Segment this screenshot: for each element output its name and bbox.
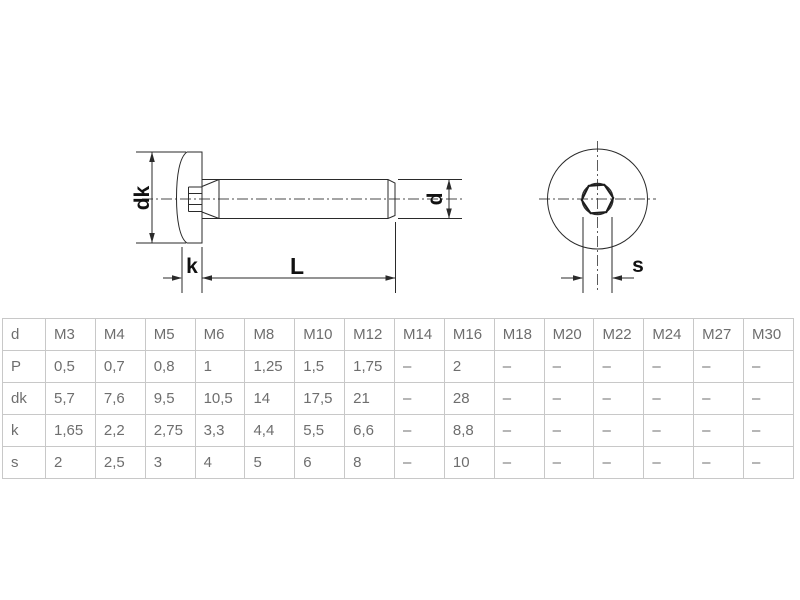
column-header: M5 — [145, 319, 195, 351]
table-cell: 0,7 — [95, 351, 145, 383]
table-cell: – — [594, 447, 644, 479]
table-cell: – — [644, 383, 694, 415]
side-view — [131, 152, 462, 293]
table-cell: 5,7 — [46, 383, 96, 415]
table-cell: 10 — [444, 447, 494, 479]
dimensions-table — [2, 318, 794, 479]
table-cell: – — [544, 415, 594, 447]
table-cell: – — [644, 415, 694, 447]
table-cell: 5,5 — [295, 415, 345, 447]
front-view — [539, 141, 656, 293]
column-header: M22 — [594, 319, 644, 351]
column-header: M12 — [345, 319, 395, 351]
dk-dimension-label: dk — [131, 185, 154, 211]
table-cell: 14 — [245, 383, 295, 415]
table-cell: 7,6 — [95, 383, 145, 415]
table-body — [3, 351, 794, 479]
table-cell: 0,8 — [145, 351, 195, 383]
table-cell: – — [694, 351, 744, 383]
table-cell: 28 — [444, 383, 494, 415]
header-row — [3, 319, 794, 351]
dimensions-table-container — [2, 318, 794, 479]
column-header: M4 — [95, 319, 145, 351]
column-header: M24 — [644, 319, 694, 351]
row-label: dk — [3, 383, 46, 415]
column-header: M10 — [295, 319, 345, 351]
table-cell: – — [395, 383, 445, 415]
table-cell: – — [594, 383, 644, 415]
k-dimension-label: k — [186, 255, 198, 278]
d-dimension-label: d — [424, 192, 447, 206]
table-cell: – — [594, 351, 644, 383]
row-label: s — [3, 447, 46, 479]
table-cell: – — [744, 383, 794, 415]
column-header: M8 — [245, 319, 295, 351]
table-row — [3, 447, 794, 479]
table-cell: 2 — [444, 351, 494, 383]
table-cell: 0,5 — [46, 351, 96, 383]
table-cell: 2 — [46, 447, 96, 479]
table-cell: – — [544, 351, 594, 383]
column-header: M20 — [544, 319, 594, 351]
table-cell: 6,6 — [345, 415, 395, 447]
table-cell: 10,5 — [195, 383, 245, 415]
table-cell: 6 — [295, 447, 345, 479]
table-cell: 9,5 — [145, 383, 195, 415]
table-cell: – — [694, 383, 744, 415]
column-header: M6 — [195, 319, 245, 351]
table-cell: – — [494, 351, 544, 383]
table-row — [3, 351, 794, 383]
row-label: P — [3, 351, 46, 383]
table-cell: – — [594, 415, 644, 447]
table-cell: 5 — [245, 447, 295, 479]
head-outline — [177, 152, 203, 243]
column-header: M14 — [395, 319, 445, 351]
table-cell: 21 — [345, 383, 395, 415]
table-row — [3, 415, 794, 447]
table-cell: – — [395, 351, 445, 383]
row-label: k — [3, 415, 46, 447]
table-row — [3, 383, 794, 415]
column-header: M27 — [694, 319, 744, 351]
table-cell: 1,25 — [245, 351, 295, 383]
table-cell: 4 — [195, 447, 245, 479]
table-cell: 2,75 — [145, 415, 195, 447]
table-cell: 1,5 — [295, 351, 345, 383]
table-cell: 3 — [145, 447, 195, 479]
l-dimension-label: L — [289, 253, 305, 279]
table-cell: – — [644, 351, 694, 383]
table-cell: – — [744, 351, 794, 383]
table-cell: – — [544, 383, 594, 415]
column-header: M30 — [744, 319, 794, 351]
table-cell: – — [694, 447, 744, 479]
table-cell: 2,5 — [95, 447, 145, 479]
column-header: M3 — [46, 319, 96, 351]
table-cell: – — [494, 447, 544, 479]
table-cell: – — [744, 447, 794, 479]
table-cell: 3,3 — [195, 415, 245, 447]
table-cell: 17,5 — [295, 383, 345, 415]
table-cell: – — [494, 415, 544, 447]
table-cell: 1,75 — [345, 351, 395, 383]
table-cell: – — [494, 383, 544, 415]
table-cell: 4,4 — [245, 415, 295, 447]
table-cell: – — [395, 447, 445, 479]
table-cell: 1 — [195, 351, 245, 383]
s-dimension-label: s — [632, 254, 644, 277]
table-cell: – — [544, 447, 594, 479]
table-cell: 2,2 — [95, 415, 145, 447]
column-header: M18 — [494, 319, 544, 351]
table-cell: 8 — [345, 447, 395, 479]
table-cell: 1,65 — [46, 415, 96, 447]
table-cell: 8,8 — [444, 415, 494, 447]
table-cell: – — [744, 415, 794, 447]
table-cell: – — [694, 415, 744, 447]
table-cell: – — [644, 447, 694, 479]
table-cell: – — [395, 415, 445, 447]
corner-header: d — [3, 319, 46, 351]
column-header: M16 — [444, 319, 494, 351]
